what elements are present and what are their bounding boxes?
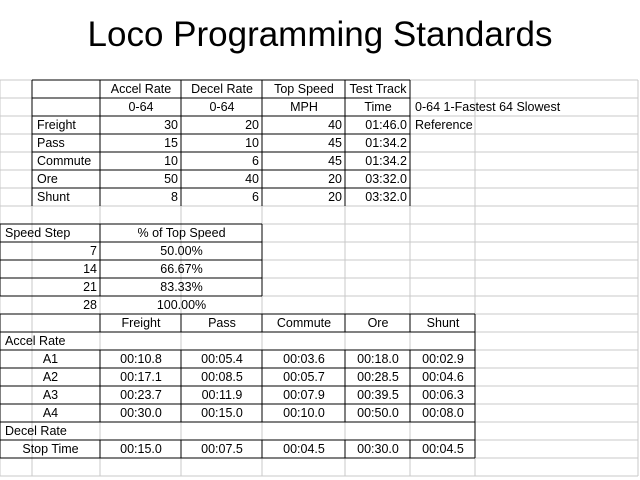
note-text: Reference (415, 118, 473, 132)
table-cell: 100.00% (156, 298, 207, 312)
table-cell: 00:07.9 (283, 388, 325, 402)
column-header: Pass (208, 316, 236, 330)
table-cell: 6 (252, 154, 259, 168)
column-subheader: MPH (290, 100, 318, 114)
section-label: Accel Rate (5, 334, 66, 348)
column-header: Top Speed (274, 82, 334, 96)
row-label: A2 (42, 370, 59, 384)
column-header: Decel Rate (191, 82, 253, 96)
table-cell: 00:02.9 (422, 352, 464, 366)
row-label: Commute (37, 154, 92, 168)
table-cell: 00:15.0 (201, 406, 243, 420)
table-cell: 10 (164, 154, 178, 168)
table-cell: 30 (164, 118, 178, 132)
table-cell: 28 (83, 298, 97, 312)
column-subheader: 0-64 (128, 100, 154, 114)
table-cell: 10 (245, 136, 259, 150)
column-header: Shunt (426, 316, 460, 330)
table-cell: 66.67% (160, 262, 203, 276)
table-cell: 45 (328, 154, 342, 168)
table-cell: 83.33% (160, 280, 203, 294)
table-cell: 14 (83, 262, 97, 276)
table-cell: 20 (328, 172, 342, 186)
table-cell: 00:10.8 (120, 352, 162, 366)
column-header: Commute (276, 316, 332, 330)
row-label: Freight (37, 118, 76, 132)
table-cell: 00:04.5 (283, 442, 325, 456)
column-header: Speed Step (5, 226, 71, 240)
table-cell: 00:05.4 (201, 352, 243, 366)
table-cell: 15 (164, 136, 178, 150)
table-cell: 00:23.7 (120, 388, 162, 402)
row-label: A3 (42, 388, 59, 402)
note-text: 0-64 1-Fastest 64 Slowest (415, 100, 561, 114)
table-cell: 00:30.0 (120, 406, 162, 420)
table-cell: 50.00% (160, 244, 203, 258)
table-cell: 00:04.6 (422, 370, 464, 384)
table-cell: 00:05.7 (283, 370, 325, 384)
table-cell: 01:46.0 (365, 118, 407, 132)
table-cell: 00:08.0 (422, 406, 464, 420)
table-cell: 40 (328, 118, 342, 132)
table-cell: 03:32.0 (365, 190, 407, 204)
row-label: Stop Time (22, 442, 79, 456)
table-cell: 00:15.0 (120, 442, 162, 456)
table-cell: 50 (164, 172, 178, 186)
section-label: Decel Rate (5, 424, 67, 438)
table-cell: 01:34.2 (365, 136, 407, 150)
table-cell: 6 (252, 190, 259, 204)
table-cell: 00:30.0 (357, 442, 399, 456)
row-label: A4 (42, 406, 59, 420)
table-cell: 40 (245, 172, 259, 186)
row-label: Pass (37, 136, 65, 150)
table-cell: 00:03.6 (283, 352, 325, 366)
column-subheader: Time (364, 100, 392, 114)
slide-title: Loco Programming Standards (87, 15, 553, 54)
row-label: Shunt (37, 190, 70, 204)
table-cell: 00:08.5 (201, 370, 243, 384)
table-cell: 00:28.5 (357, 370, 399, 384)
column-header: Accel Rate (110, 82, 172, 96)
table-cell: 00:10.0 (283, 406, 325, 420)
table-cell: 00:04.5 (422, 442, 464, 456)
table-cell: 20 (328, 190, 342, 204)
column-header: Test Track (349, 82, 407, 96)
table-cell: 00:50.0 (357, 406, 399, 420)
table-cell: 00:39.5 (357, 388, 399, 402)
column-header: Ore (367, 316, 389, 330)
table-cell: 00:17.1 (120, 370, 162, 384)
table-cell: 01:34.2 (365, 154, 407, 168)
column-header: Freight (121, 316, 161, 330)
table-cell: 00:11.9 (201, 388, 243, 402)
table-cell: 45 (328, 136, 342, 150)
table-cell: 8 (171, 190, 178, 204)
table-cell: 00:06.3 (422, 388, 464, 402)
table-cell: 03:32.0 (365, 172, 407, 186)
row-label: A1 (42, 352, 59, 366)
column-subheader: 0-64 (209, 100, 235, 114)
table-cell: 7 (90, 244, 97, 258)
column-header: % of Top Speed (137, 226, 226, 240)
table-cell: 20 (245, 118, 259, 132)
table-cell: 00:18.0 (357, 352, 399, 366)
row-label: Ore (37, 172, 58, 186)
table-cell: 21 (83, 280, 97, 294)
table-cell: 00:07.5 (201, 442, 243, 456)
